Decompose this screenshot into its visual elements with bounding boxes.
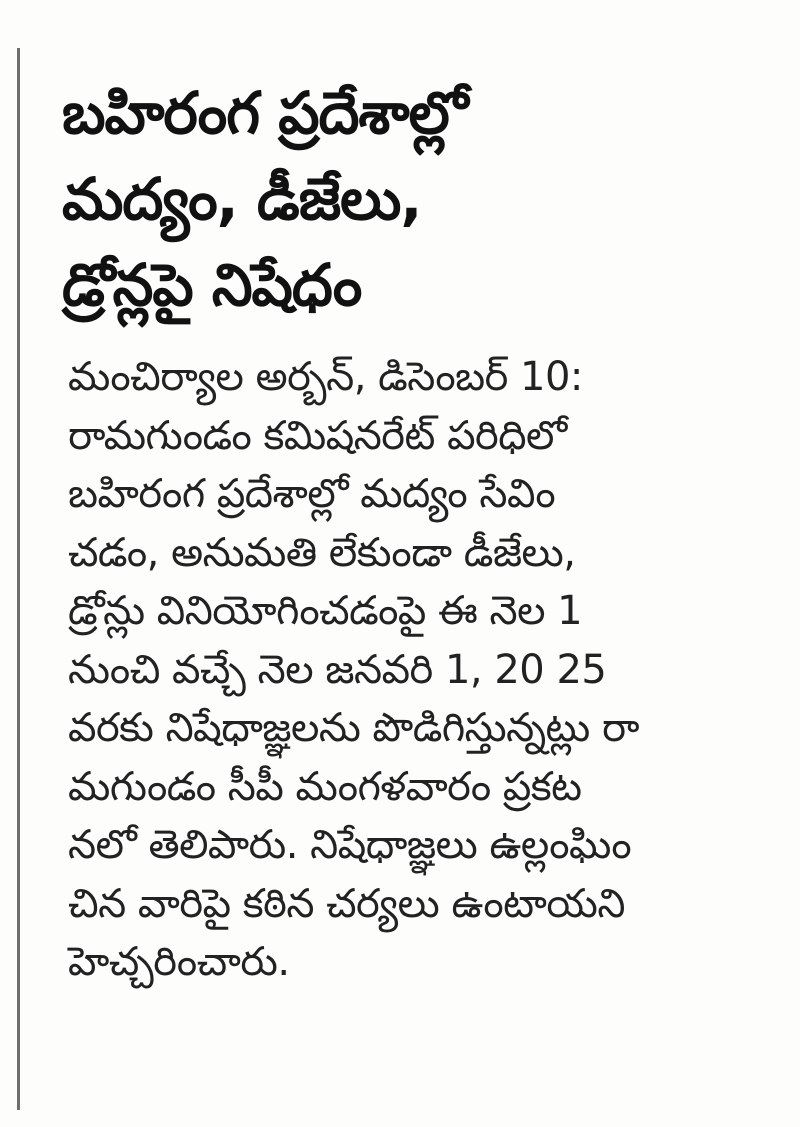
article-line-7: వరకు నిషేధాజ్ఞలను పొడిగిస్తున్నట్లు రా xyxy=(68,705,639,751)
headline-line-2: మద్యం, డీజేలు, xyxy=(62,165,422,233)
article-line-8: మగుండం సీపీ మంగళవారం ప్రకట xyxy=(68,763,582,810)
headline xyxy=(62,70,762,328)
article-line-4: చడం, అనుమతి లేకుండా డీజేలు, xyxy=(68,529,576,576)
headline-line-3: డ్రోన్లపై నిషేధం xyxy=(62,251,362,319)
article-line-2: రామగుండం కమిషనరేట్ పరిధిలో xyxy=(68,412,567,459)
column-rule xyxy=(17,48,20,1110)
headline-line-1: బహిరంగ ప్రదేశాల్లో xyxy=(62,79,468,147)
article-line-11: హెచ్చరించారు. xyxy=(68,939,290,985)
article-line-3: బహిరంగ ప్రదేశాల్లో మద్యం సేవిం xyxy=(68,471,556,517)
article-line-1: మంచిర్యాల అర్బన్, డిసెంబర్ 10: xyxy=(68,354,583,400)
article-line-5: డ్రోన్లు వినియోగించడంపై ఈ నెల 1 xyxy=(68,588,583,634)
article-line-9: నలో తెలిపారు. నిషేధాజ్ఞలు ఉల్లంఘిం xyxy=(68,822,632,868)
article-line-6: నుంచి వచ్చే నెల జనవరి 1, 20 25 xyxy=(68,646,607,693)
article-body xyxy=(68,348,758,992)
article-line-10: చిన వారిపై కఠిన చర్యలు ఉంటాయని xyxy=(68,880,625,927)
